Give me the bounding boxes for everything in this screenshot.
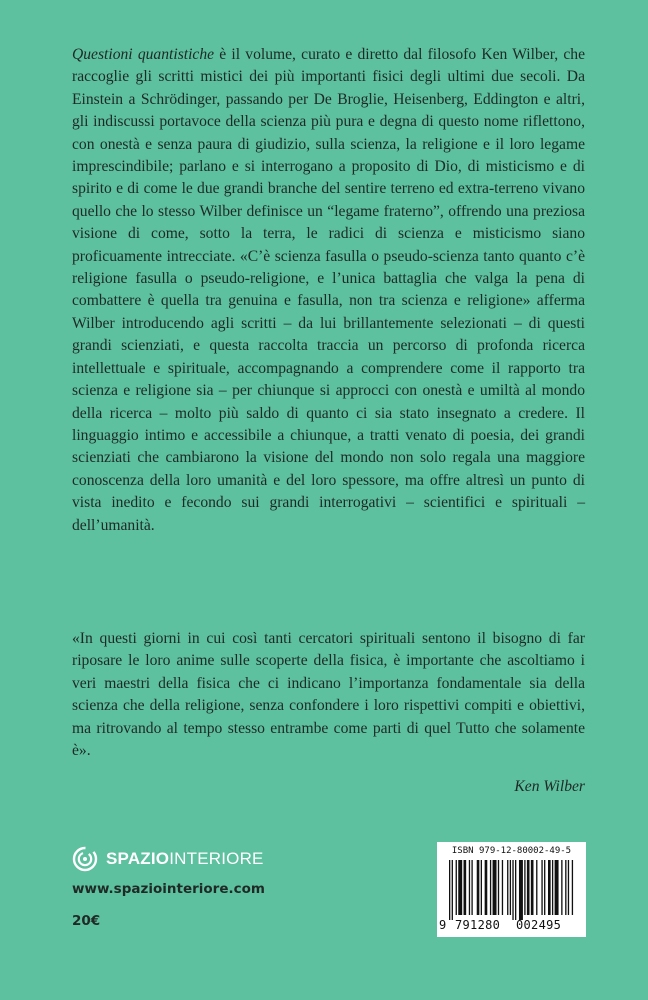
quote-author: Ken Wilber bbox=[514, 778, 585, 795]
barcode-bar bbox=[515, 860, 516, 920]
barcode-bar bbox=[572, 860, 573, 915]
barcode-bar bbox=[485, 860, 488, 915]
price: 20€ bbox=[72, 913, 101, 929]
publisher-website: www.spaziointeriore.com bbox=[72, 881, 265, 897]
barcode-digits-right: 002495 bbox=[516, 918, 562, 932]
book-title: Questioni quantistiche bbox=[72, 46, 215, 63]
barcode-bar bbox=[555, 860, 559, 915]
barcode-bar bbox=[471, 860, 472, 915]
barcode-bar bbox=[565, 860, 566, 915]
barcode-bars bbox=[449, 860, 574, 920]
barcode-bar bbox=[510, 860, 511, 915]
brand-light: INTERIORE bbox=[169, 849, 264, 868]
barcode-bar bbox=[527, 860, 530, 915]
barcode-bar bbox=[498, 860, 499, 915]
barcode-bar bbox=[519, 860, 523, 920]
description-text: è il volume, curato e diretto dal filosofo Ken Wilber, che raccoglie gli scritti mistici dei più importanti fisici degli ultimi due secoli. Da Einstein a Schrödinger, passando per De Broglie, Heisenberg, Eddington e altri, gli indiscussi portavoce della scienza più pura e degna di questo nome riflettono, con onestà e senza paura di giudizio, sulla scienza, la religione e il loro legame imprescindibile; parlano e si interrogano a proposito di Dio, di misticismo e di spirito e di come le due grandi branche del sentire terreno ed extra-terreno vivano quello che lo stesso Wilber definisce un “legame fraterno”, offrendo una preziosa visione di come, sotto la terra, le radici di scienza e misticismo siano proficuamente intrecciate. «C’è scienza fasulla o pseudo-scienza tanto quanto c’è religione fasulla o pseudo-religione, e l’unica battaglia che valga la pena di combattere è quella tra genuina e fasulla, non tra scienza e religione» afferma Wilber introducendo agli scritti – da lui brillantemente selezionati – di questi grandi scienziati, e questa raccolta traccia un percorso di profonda ricerca intellettuale e spirituale, accompagnando a comprendere come il rapporto tra scienza e religione sia – per chiunque si approcci con onestà e umiltà al mondo della ricerca – molto più saldo di quanto ci sia stato insegnato a credere. Il linguaggio intimo e accessibile a chiunque, a tratti venato di poesia, dei grandi scienziati che cambiarono la visione del mondo non solo regala una maggiore conoscenza della loro umanità e del loro spessore, ma offre altresì un punto di vista inedito e fecondo sui grandi interrogativi – scientifici e spirituali – dell’umanità. bbox=[72, 46, 585, 534]
barcode-bar bbox=[469, 860, 470, 915]
quote-paragraph: «In questi giorni in cui così tanti cercatori spirituali sentono il bisogno di far riposare le loro anime sulle scoperte della fisica, è importante che ascoltiamo i veri maestri della fisica che ci indicano l’importanza fondamentale sia della scienza che della religione, senza confondere i loro rispettivi compiti e obiettivi, ma ritrovando al tempo stesso entrambe come parti di quel Tutto che solamente è». bbox=[72, 630, 585, 760]
publisher-brand bbox=[106, 849, 264, 869]
barcode-bar bbox=[458, 860, 462, 915]
brand-bold: SPAZIO bbox=[106, 849, 170, 868]
barcode-bar bbox=[452, 860, 453, 920]
barcode-bar bbox=[464, 860, 467, 915]
barcode-bar bbox=[490, 860, 491, 915]
barcode-bar bbox=[449, 860, 450, 920]
barcode-digits-left: 791280 bbox=[455, 918, 501, 932]
barcode-bar bbox=[524, 860, 525, 915]
barcode bbox=[437, 842, 586, 937]
barcode-bar bbox=[502, 860, 503, 915]
barcode-bar bbox=[541, 860, 542, 915]
barcode-bar bbox=[544, 860, 545, 915]
description-paragraph bbox=[72, 44, 585, 537]
barcode-bar bbox=[568, 860, 569, 915]
barcode-bar bbox=[531, 860, 534, 915]
barcode-bar bbox=[477, 860, 480, 915]
barcode-bar bbox=[456, 860, 457, 915]
barcode-bar bbox=[512, 860, 513, 920]
barcode-bar bbox=[493, 860, 497, 915]
barcode-bar bbox=[552, 860, 553, 915]
barcode-bar bbox=[507, 860, 508, 915]
barcode-bar bbox=[561, 860, 562, 915]
publisher-logo bbox=[72, 846, 264, 872]
barcode-bar bbox=[481, 860, 482, 915]
spiral-icon bbox=[72, 846, 98, 872]
barcode-bar bbox=[548, 860, 551, 915]
barcode-bar bbox=[536, 860, 537, 915]
isbn-label: ISBN 979-12-80002-49-5 bbox=[451, 846, 572, 856]
barcode-digit-first: 9 bbox=[439, 918, 447, 932]
